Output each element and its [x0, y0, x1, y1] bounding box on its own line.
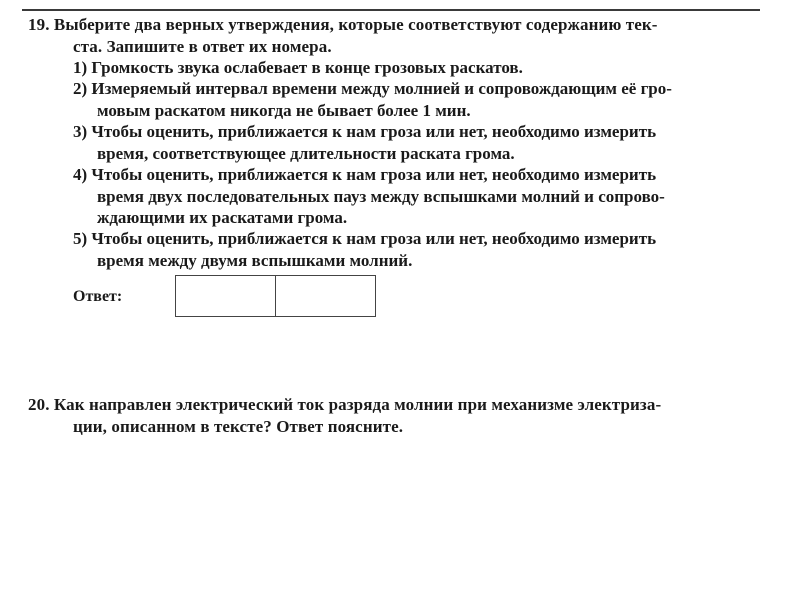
- answer-cell-2[interactable]: [275, 276, 375, 316]
- question-20-prompt: [28, 394, 661, 437]
- question-20-text-1: Как направлен электрический ток разряда молнии при механизме электриза-: [53, 395, 662, 414]
- option-2: [73, 78, 672, 121]
- option-5: [73, 228, 656, 271]
- answer-box: [175, 275, 376, 317]
- option-4-line-2: время двух последовательных пауз между вспышками молний и сопрово-: [97, 186, 665, 206]
- option-1-line-1: 1) Громкость звука ослабевает в конце грозовых раскатов.: [73, 58, 523, 77]
- top-divider: [22, 9, 760, 11]
- option-2-line-1: 2) Измеряемый интервал времени между молнией и сопровождающим её гро-: [73, 79, 672, 98]
- option-3-line-1: 3) Чтобы оценить, приближается к нам гроза или нет, необходимо измерить: [73, 122, 657, 141]
- question-20-line-1: [28, 394, 661, 416]
- option-2-line-2: мовым раскатом никогда не бывает более 1 мин.: [97, 100, 471, 120]
- question-20-line-2: ции, описанном в тексте? Ответ поясните.: [73, 416, 404, 436]
- question-19-prompt: [28, 14, 658, 57]
- question-19-text-1: Выберите два верных утверждения, которые соответствуют содержанию тек-: [53, 15, 658, 34]
- option-1: [73, 57, 523, 79]
- question-19-line-1: [28, 14, 658, 36]
- question-19-number: 19.: [28, 15, 50, 34]
- option-5-line-1: 5) Чтобы оценить, приближается к нам гроза или нет, необходимо измерить: [73, 229, 657, 248]
- option-4: [73, 164, 665, 229]
- option-4-line-3: ждающими их раскатами грома.: [97, 208, 348, 227]
- option-5-line-2: время между двумя вспышками молний.: [97, 250, 413, 270]
- question-19-line-2: ста. Запишите в ответ их номера.: [73, 36, 332, 56]
- option-3-line-2: время, соответствующее длительности раската грома.: [97, 143, 515, 163]
- answer-cell-1[interactable]: [176, 276, 275, 316]
- option-4-line-1: 4) Чтобы оценить, приближается к нам гроза или нет, необходимо измерить: [73, 165, 657, 184]
- question-20-number: 20.: [28, 395, 50, 414]
- answer-label: Ответ:: [73, 288, 123, 305]
- option-3: [73, 121, 656, 164]
